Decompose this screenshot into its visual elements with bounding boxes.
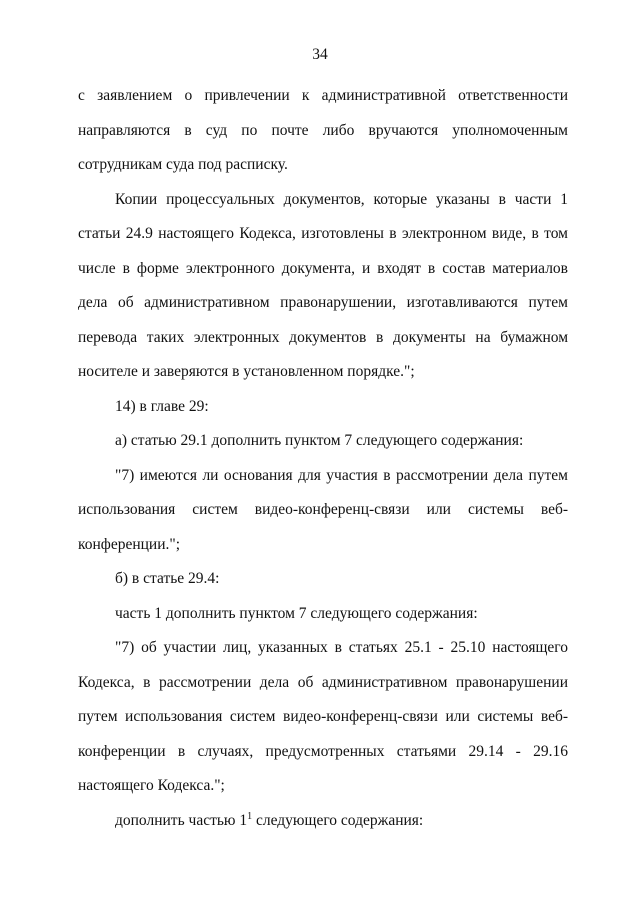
paragraph-p3: 14) в главе 29: <box>115 397 209 415</box>
paragraph-p9-after: следующего содержания: <box>252 811 424 829</box>
paragraph-p6: б) в статье 29.4: <box>115 570 220 587</box>
paragraph-p5: "7) имеются ли основания для участия в рассмотрении дела путем использования систем видео-конференц-связи или системы веб-конференции."; <box>78 466 568 553</box>
paragraph-p1: с заявлением о привлечении к административной ответственности направляются в суд по почте либо вручаются уполномоченным сотрудникам суда под расписку. <box>78 87 568 173</box>
document-body <box>78 79 568 838</box>
paragraph-p9 <box>78 804 568 839</box>
paragraph-p8: "7) об участии лиц, указанных в статьях 25.1 - 25.10 настоящего Кодекса, в рассмотрении дела об административном правонарушении путем использования систем видео-конференц-связи или системы веб-конференции в случаях, предусмотренных статьями 29.14 - 29.16 настоящего Кодекса."; <box>78 639 568 794</box>
paragraph-p2: Копии процессуальных документов, которые указаны в части 1 статьи 24.9 настоящего Кодекса, изготовлены в электронном виде, в том числе в форме электронного документа, и входят в состав материалов дела об административном правонарушении, изготавливаются путем перевода таких электронных документов в документы на бумажном носителе и заверяются в установленном порядке."; <box>78 190 568 380</box>
paragraph-p9-superscript: 1 <box>247 810 253 822</box>
paragraph-p9-before: дополнить частью 1 <box>115 811 248 829</box>
paragraph-p4: а) статью 29.1 дополнить пунктом 7 следующего содержания: <box>115 432 524 449</box>
paragraph-p7: часть 1 дополнить пунктом 7 следующего содержания: <box>115 604 478 622</box>
page-number: 34 <box>312 46 328 63</box>
